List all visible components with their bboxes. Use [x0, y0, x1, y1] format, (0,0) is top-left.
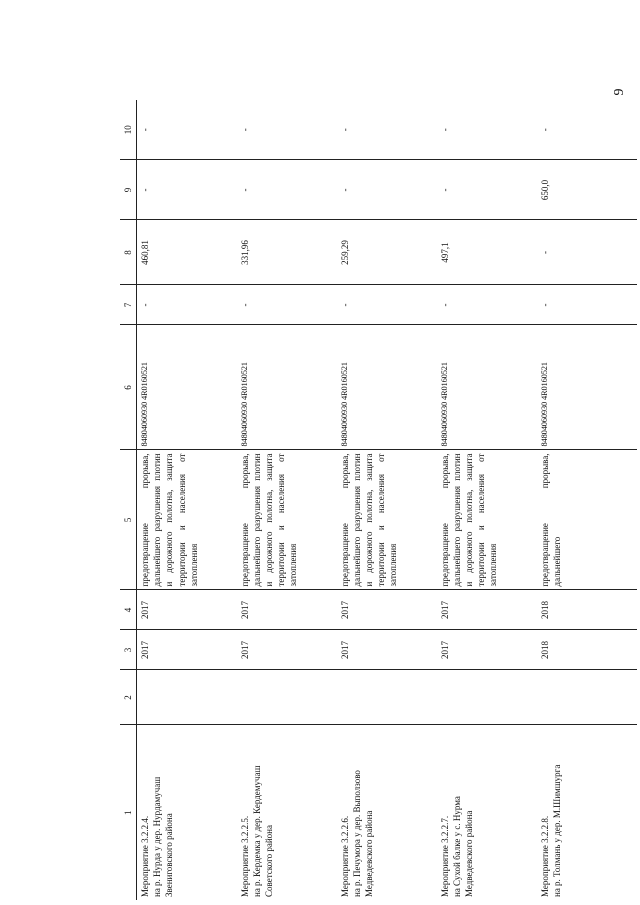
end-year-cell: 2017 [237, 590, 337, 630]
column-8-value-cell: - [537, 220, 637, 285]
table-row [537, 100, 637, 900]
column-7-cell: - [137, 285, 237, 325]
column-2-cell [337, 670, 437, 725]
column-7-cell: - [237, 285, 337, 325]
column-header: 8 [120, 220, 137, 285]
column-2-cell [237, 670, 337, 725]
start-year-cell: 2017 [437, 630, 537, 670]
column-header: 2 [120, 670, 137, 725]
start-year-cell: 2017 [237, 630, 337, 670]
program-table [120, 100, 637, 900]
column-8-value-cell: 460,81 [137, 220, 237, 285]
budget-code-cell: 84804060930 4R0160521 [437, 325, 537, 450]
column-10-value-cell: - [137, 100, 237, 160]
column-8-value-cell: 331,96 [237, 220, 337, 285]
event-name-cell: Мероприятие 3.2.2.7. на Сухой балке у с. Нурма Медведевского района [439, 796, 474, 897]
purpose-cell: предотвращение прорыва, дальнейшего разрушения плотин и дорожного полотна, защита территории и населения от затопления [237, 450, 337, 590]
column-8-value-cell: 497,1 [437, 220, 537, 285]
column-10-value-cell: - [337, 100, 437, 160]
start-year-cell: 2017 [337, 630, 437, 670]
column-2-cell [537, 670, 637, 725]
column-header: 6 [120, 325, 137, 450]
column-9-value-cell: - [337, 160, 437, 220]
budget-code-cell: 84804060930 4R0160521 [337, 325, 437, 450]
event-name-cell: Мероприятие 3.2.2.8. на р. Толмань у дер. М.Шимшурга [539, 764, 562, 897]
purpose-cell: предотвращение прорыва, дальнейшего разрушения плотин и дорожного полотна, защита территории и населения от затопления [437, 450, 537, 590]
purpose-cell: предотвращение прорыва, дальнейшего разрушения плотин и дорожного полотна, защита территории и населения от затопления [337, 450, 437, 590]
column-8-value-cell: 259,29 [337, 220, 437, 285]
column-10-value-cell: - [537, 100, 637, 160]
event-name-cell: Мероприятие 3.2.2.6. на р. Печумора у дер. Выползово Медведевского района [339, 770, 374, 897]
column-2-cell [137, 670, 237, 725]
start-year-cell: 2018 [537, 630, 637, 670]
rotated-table-region [120, 100, 640, 900]
end-year-cell: 2017 [137, 590, 237, 630]
purpose-cell: предотвращение прорыва, дальнейшего разрушения плотин и дорожного полотна, защита территории и населения от затопления [137, 450, 237, 590]
table-row [137, 100, 237, 900]
event-name-cell: Мероприятие 3.2.2.4. на р. Нурда у дер. Нурдамучаш Звениговского района [140, 776, 175, 897]
table-row [337, 100, 437, 900]
column-7-cell: - [337, 285, 437, 325]
column-2-cell [437, 670, 537, 725]
table-header-row [120, 100, 137, 900]
table-row [437, 100, 537, 900]
column-header: 4 [120, 590, 137, 630]
column-9-value-cell: - [437, 160, 537, 220]
start-year-cell: 2017 [137, 630, 237, 670]
column-10-value-cell: - [437, 100, 537, 160]
column-header: 5 [120, 450, 137, 590]
budget-code-cell: 84804060930 4R0160521 [537, 325, 637, 450]
column-9-value-cell: - [237, 160, 337, 220]
column-7-cell: - [437, 285, 537, 325]
column-7-cell: - [537, 285, 637, 325]
column-header: 7 [120, 285, 137, 325]
table-row [237, 100, 337, 900]
column-header: 10 [120, 100, 137, 160]
column-9-value-cell: 650,0 [537, 160, 637, 220]
column-header: 3 [120, 630, 137, 670]
column-9-value-cell: - [137, 160, 237, 220]
budget-code-cell: 84804060930 4R0160521 [137, 325, 237, 450]
column-10-value-cell: - [237, 100, 337, 160]
end-year-cell: 2017 [337, 590, 437, 630]
end-year-cell: 2017 [437, 590, 537, 630]
event-name-cell: Мероприятие 3.2.2.5. на р. Кердемка у дер. Кердемучаш Советского района [239, 765, 274, 897]
page-number: 9 [612, 88, 627, 96]
end-year-cell: 2018 [537, 590, 637, 630]
purpose-cell: предотвращение прорыва, дальнейшего [537, 450, 637, 590]
column-header: 1 [120, 725, 137, 900]
budget-code-cell: 84804060930 4R0160521 [237, 325, 337, 450]
column-header: 9 [120, 160, 137, 220]
